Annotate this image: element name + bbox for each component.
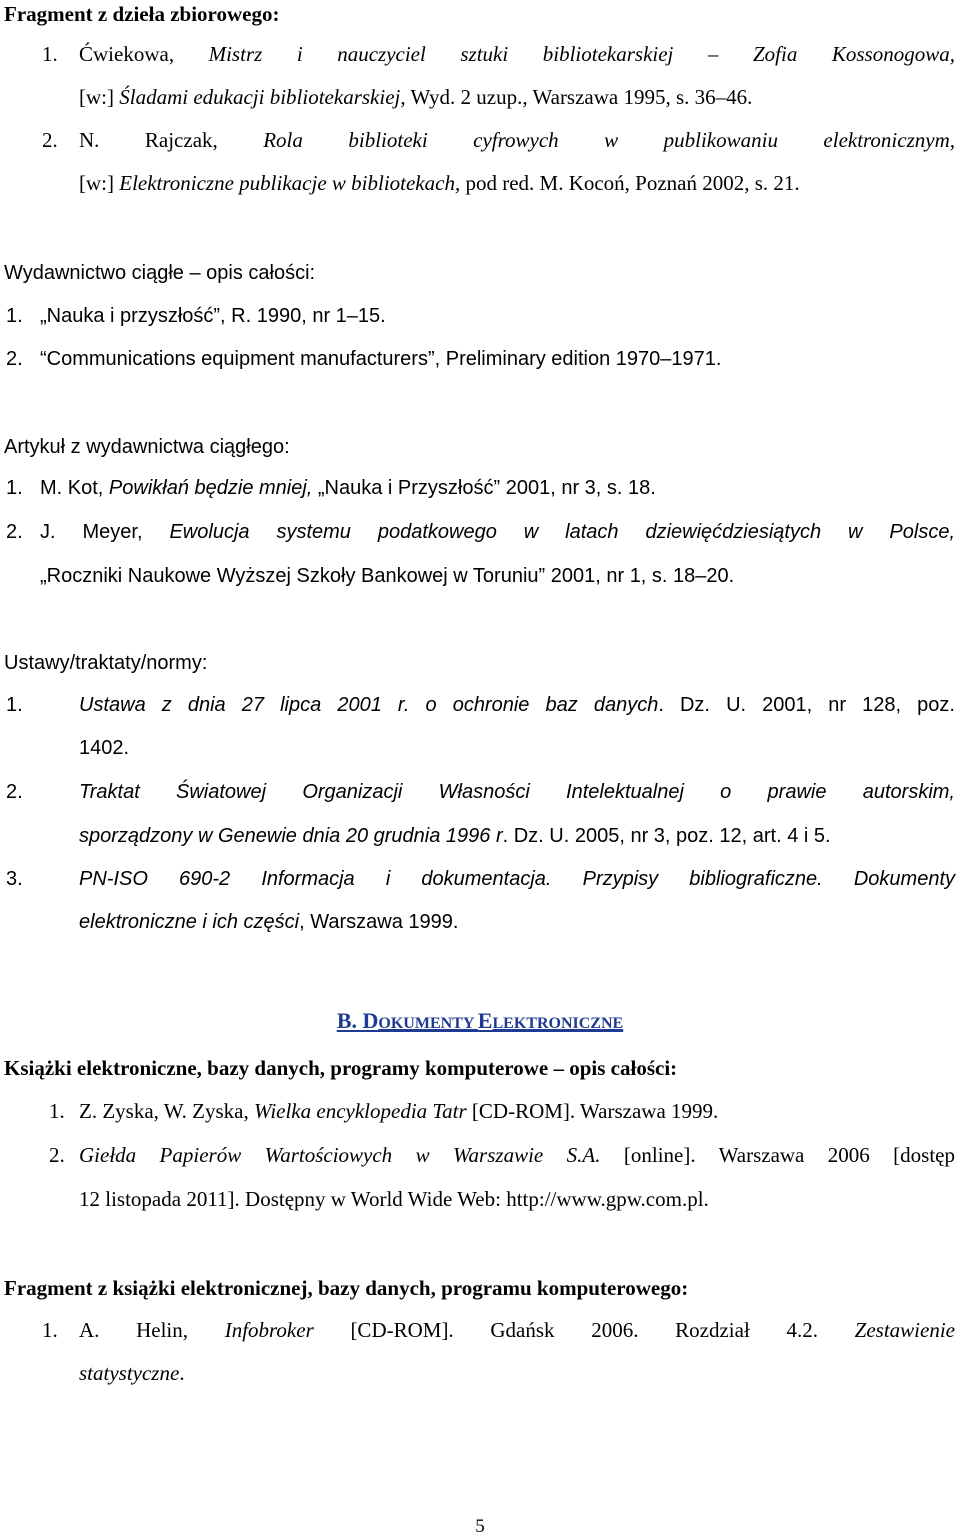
author: A. Helin, xyxy=(79,1318,225,1342)
author: N. Rajczak, xyxy=(79,128,264,152)
item-number: 2. xyxy=(6,781,23,803)
details: . Dz. U. 2005, nr 3, poz. 12, art. 4 i 5. xyxy=(502,825,831,847)
author: Ćwiekowa, xyxy=(79,42,209,66)
prefix: [w:] xyxy=(79,171,120,195)
section-heading-fragment-ksiazki: Fragment z książki elektronicznej, bazy danych, programu komputerowego: xyxy=(4,1276,689,1300)
item-number: 1. xyxy=(6,305,23,327)
item-number: 1. xyxy=(42,42,58,66)
title: Ustawa z dnia 27 lipca 2001 r. o ochronie baz danych xyxy=(79,694,659,716)
title: Infobroker xyxy=(224,1318,314,1342)
citation-line xyxy=(79,868,955,891)
prefix: [w:] xyxy=(79,85,120,109)
title: elektroniczne i ich części xyxy=(79,911,300,933)
title: Elektroniczne publikacje w bibliotekach, xyxy=(119,171,461,195)
item-number: 1. xyxy=(42,1318,58,1342)
item-number: 2. xyxy=(6,521,23,543)
details: [CD-ROM]. Warszawa 1999. xyxy=(466,1099,719,1123)
author: J. Meyer, xyxy=(40,521,170,543)
heading-cap: E xyxy=(477,1008,493,1033)
title: Rola biblioteki cyfrowych w publikowaniu elektronicznym, xyxy=(263,128,955,152)
citation-text xyxy=(79,1099,718,1124)
heading-rest: LEKTRONICZNE xyxy=(492,1015,624,1032)
section-heading-fragment-dziela: Fragment z dzieła zbiorowego: xyxy=(4,2,280,26)
citation-line xyxy=(79,1318,955,1343)
item-number: 3. xyxy=(6,868,23,890)
section-b-heading xyxy=(0,1008,960,1034)
citation-line xyxy=(79,911,955,934)
title: statystyczne xyxy=(79,1361,180,1385)
title: PN-ISO 690-2 Informacja i dokumentacja. Przypisy bibliograficzne. Dokumenty xyxy=(79,868,955,890)
citation-line: „Roczniki Naukowe Wyższej Szkoły Bankowej w Toruniu” 2001, nr 1, s. 18–20. xyxy=(40,565,735,587)
item-number: 2. xyxy=(6,348,23,370)
item-number: 1. xyxy=(6,694,23,716)
details: „Nauka i Przyszłość” 2001, nr 3, s. 18. xyxy=(312,477,656,499)
item-number: 2. xyxy=(49,1143,65,1167)
details: [CD-ROM]. Gdańsk 2006. Rozdział 4.2. xyxy=(313,1318,855,1342)
section-heading-wydawnictwo: Wydawnictwo ciągłe – opis całości: xyxy=(4,262,316,284)
section-heading-ustawy: Ustawy/traktaty/normy: xyxy=(4,652,208,674)
title: Śladami edukacji bibliotekarskiej xyxy=(119,85,401,109)
details: . xyxy=(179,1361,185,1385)
citation-line xyxy=(79,171,955,196)
title: Mistrz i nauczyciel sztuki bibliotekarskiej – Zofia Kossonogowa, xyxy=(208,42,955,66)
author: M. Kot, xyxy=(40,477,109,499)
author: Z. Zyska, W. Zyska, xyxy=(79,1099,254,1123)
item-number: 1. xyxy=(6,477,23,499)
details: , Wyd. 2 uzup., Warszawa 1995, s. 36–46. xyxy=(400,85,753,109)
citation-line: 1402. xyxy=(79,737,130,759)
citation-line xyxy=(79,694,955,717)
title: Ewolucja systemu podatkowego w latach dziewięćdziesiątych w Polsce, xyxy=(169,521,956,543)
citation-text: „Nauka i przyszłość”, R. 1990, nr 1–15. xyxy=(40,305,386,327)
page-number: 5 xyxy=(475,1516,485,1537)
details: [online]. Warszawa 2006 [dostęp xyxy=(600,1143,956,1167)
title: Zestawienie xyxy=(854,1318,955,1342)
section-letter: B. xyxy=(336,1008,363,1033)
details: , Warszawa 1999. xyxy=(299,911,459,933)
citation-text: “Communications equipment manufacturers”, Preliminary edition 1970–1971. xyxy=(40,348,722,370)
citation-line xyxy=(79,1361,955,1386)
title: sporządzony w Genewie dnia 20 grudnia 1996 r xyxy=(79,825,503,847)
citation-line xyxy=(79,85,955,110)
citation-line xyxy=(79,128,955,153)
heading-cap: D xyxy=(362,1008,379,1033)
heading-rest: OKUMENTY xyxy=(378,1015,478,1032)
citation-line xyxy=(79,42,955,67)
citation-line xyxy=(79,825,955,848)
citation-line xyxy=(79,1143,955,1168)
citation-line xyxy=(79,781,955,804)
section-heading-artykul: Artykuł z wydawnictwa ciągłego: xyxy=(4,436,290,458)
title: Traktat Światowej Organizacji Własności Intelektualnej o prawie autorskim, xyxy=(79,781,955,803)
citation-line xyxy=(40,521,955,544)
citation-line: 12 listopada 2011]. Dostępny w World Wide Web: http://www.gpw.com.pl. xyxy=(79,1187,709,1211)
item-number: 1. xyxy=(49,1099,65,1123)
title: Giełda Papierów Wartościowych w Warszawie S.A. xyxy=(79,1143,601,1167)
title: Powikłań będzie mniej, xyxy=(108,477,313,499)
section-heading-ksiazki: Książki elektroniczne, bazy danych, programy komputerowe – opis całości: xyxy=(4,1056,678,1080)
details: pod red. M. Kocoń, Poznań 2002, s. 21. xyxy=(460,171,800,195)
item-number: 2. xyxy=(42,128,58,152)
citation-text xyxy=(40,477,656,500)
title: Wielka encyklopedia Tatr xyxy=(253,1099,467,1123)
details: . Dz. U. 2001, nr 128, poz. xyxy=(658,694,955,716)
